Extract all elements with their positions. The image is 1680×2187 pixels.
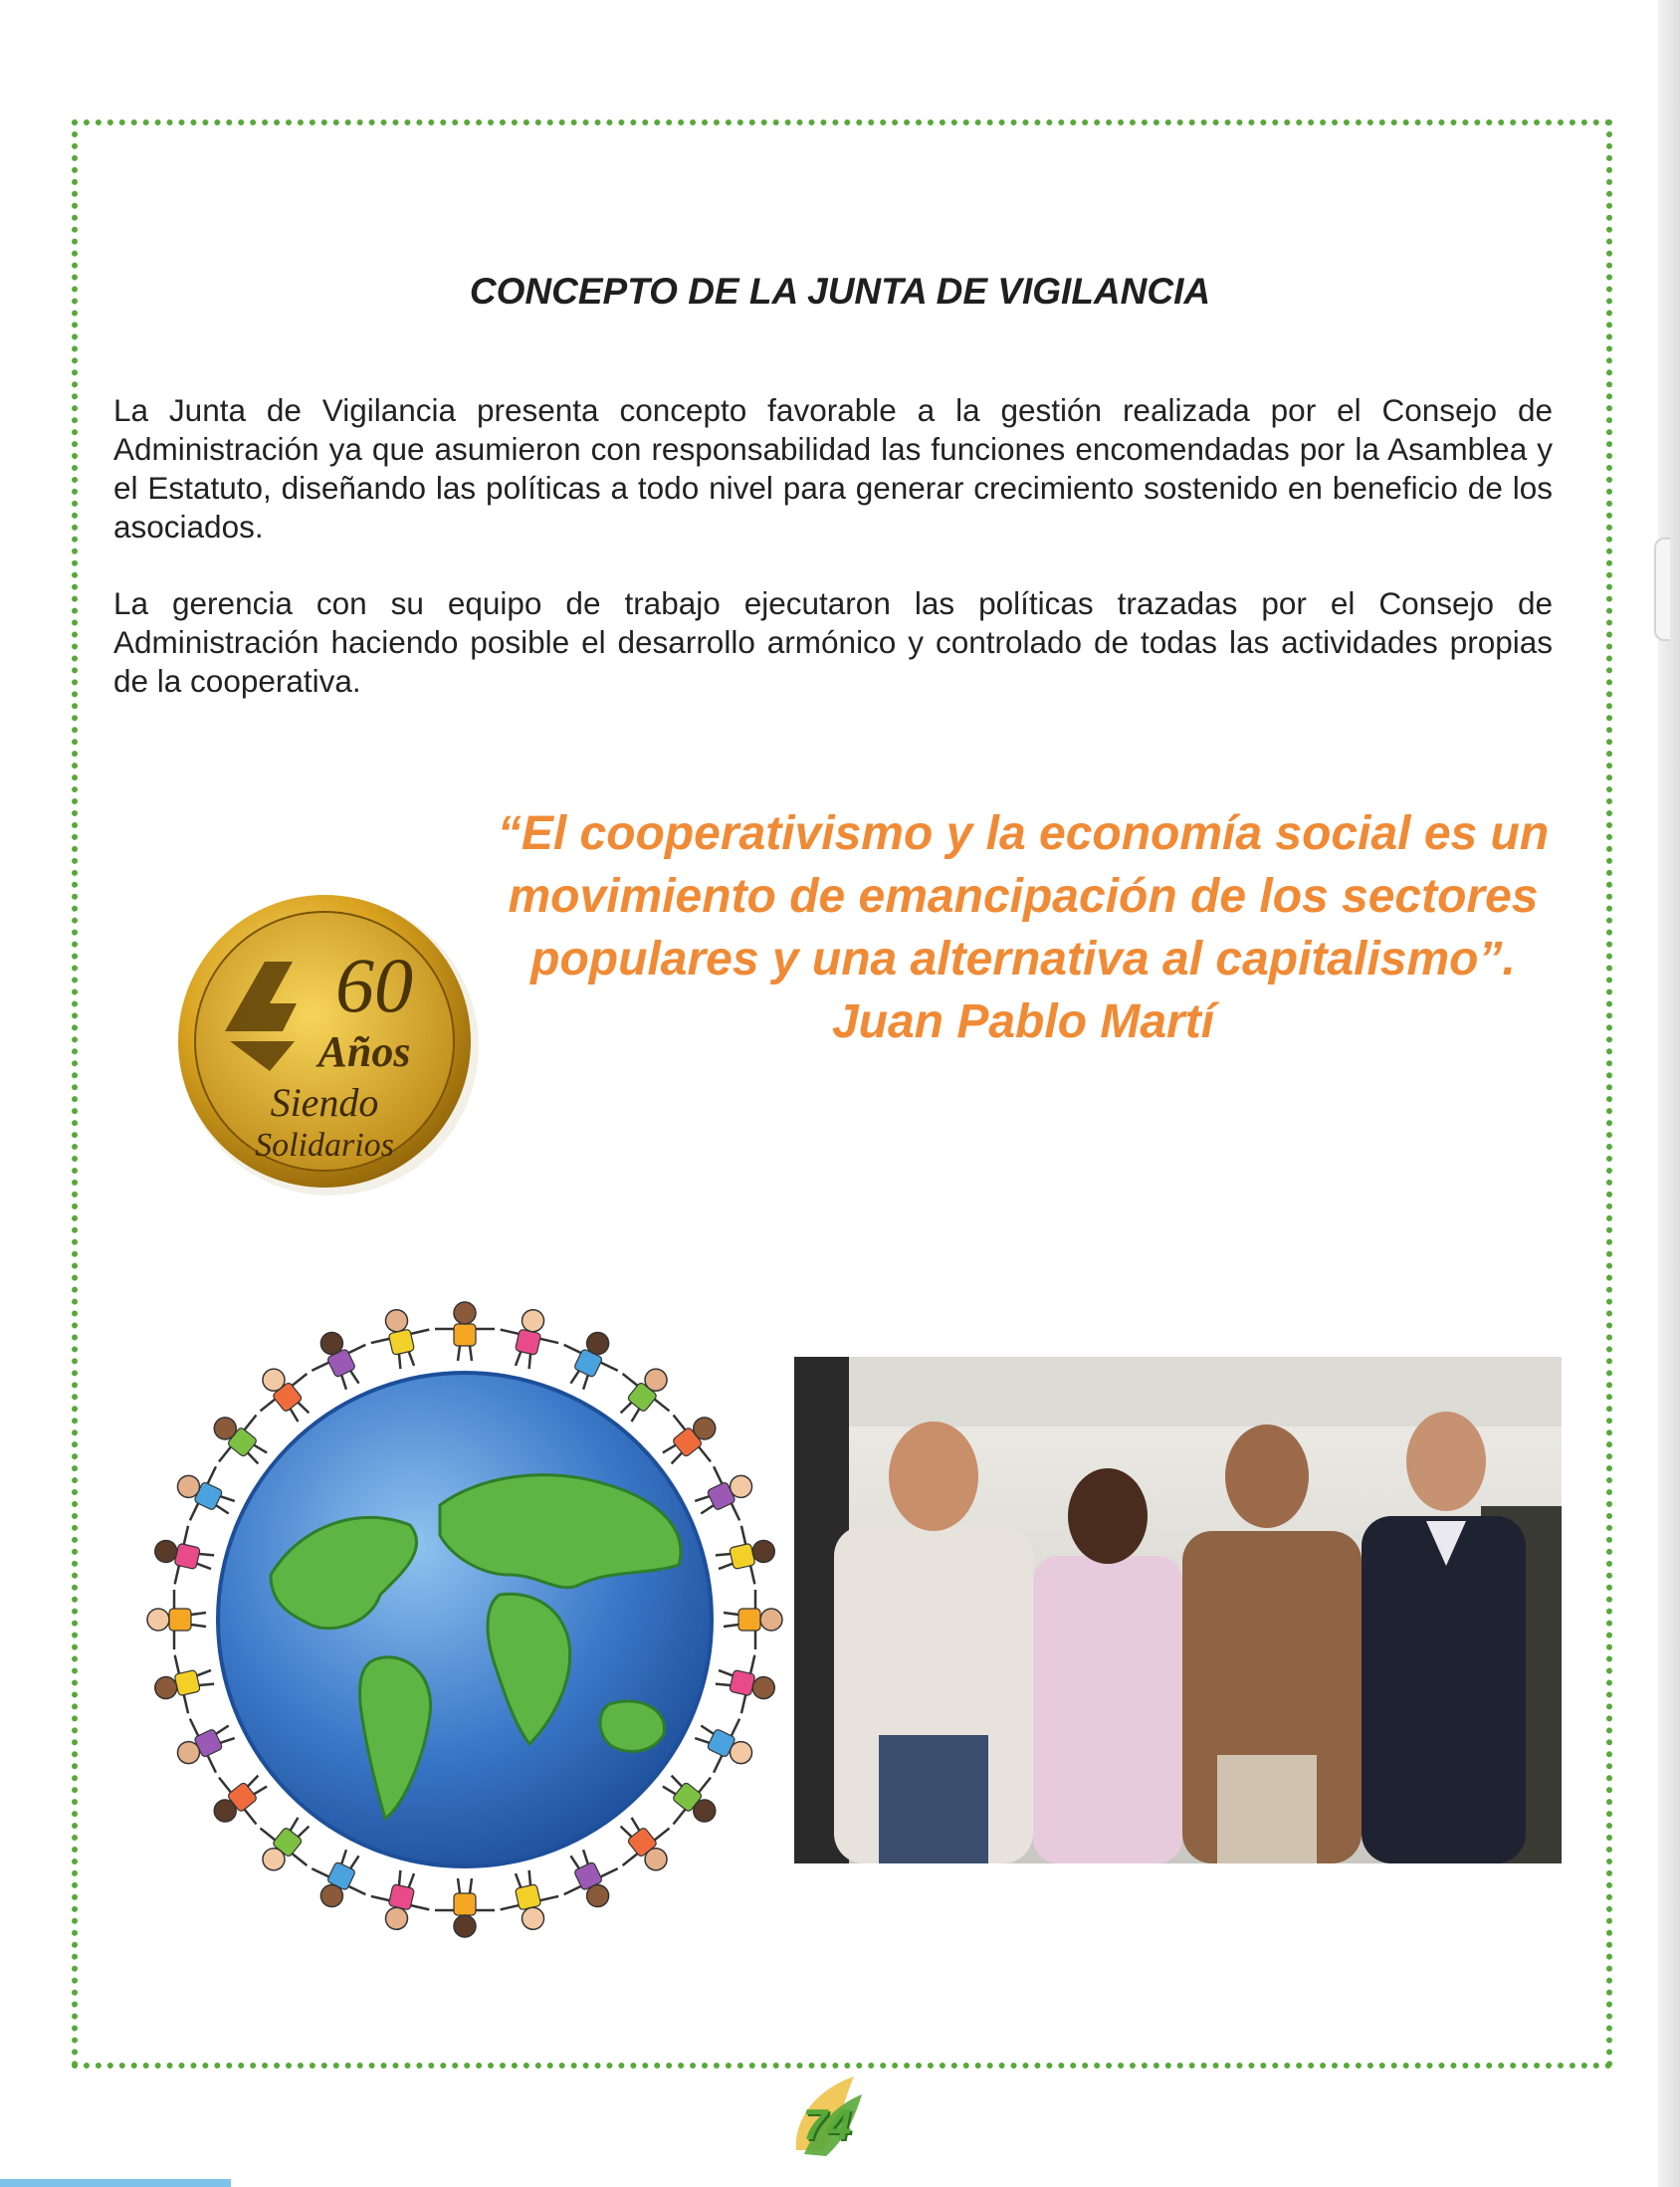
child-figure [166,1705,245,1785]
group-photo [794,1357,1562,1863]
binding-notch [1654,538,1670,641]
world-children-illustration [131,1276,788,1953]
person-3-head [1225,1424,1309,1528]
paragraph-junta-vigilancia: La Junta de Vigilancia presenta concepto favorable a la gestión realizada por el Consejo de Administración ya que asumieron con responsabilidad las funciones encomendadas por la Asamblea y el Estatuto, diseñando las políticas a todo nivel para generar crecimiento sostenido en beneficio de los asociados. [113,392,1553,545]
child-figure [301,1321,380,1400]
child-figure [166,1455,245,1535]
child-figure [550,1840,630,1918]
medal-number: 60 [335,942,413,1028]
quote-text: “El cooperativismo y la economía social es un movimiento de emancipación de los sectores populares y una alternativa al capitalismo”. [497,807,1550,985]
person-4-suit [1362,1516,1526,1863]
person-3-trousers [1217,1755,1317,1863]
child-figure [148,1648,219,1720]
child-figure [685,1705,763,1785]
medal-line2: Solidarios [255,1127,394,1164]
medal-word: Años [317,1027,411,1076]
child-figure [711,1520,781,1592]
child-figure [711,1648,781,1720]
page-number: 74 [802,2100,852,2149]
person-2-head [1068,1468,1148,1564]
person-4-head [1406,1412,1486,1511]
person-1-jeans [879,1735,988,1863]
continent-australia [600,1701,665,1752]
child-figure [435,1302,495,1361]
paragraph-gerencia: La gerencia con su equipo de trabajo ejecutaron las políticas trazadas por el Consejo de Administración haciendo posible el desarrollo armónico y controlado de todas las actividades propias de la cooperativa. [113,585,1553,699]
child-figure [724,1590,782,1649]
medal-line1: Siendo [270,1080,379,1125]
child-figure [494,1303,565,1374]
page-title: CONCEPTO DE LA JUNTA DE VIGILANCIA [469,271,1211,312]
quote-block [468,802,1578,1053]
child-figure [147,1590,206,1649]
child-figure [301,1840,380,1918]
bottom-color-strip [0,2179,231,2187]
globe-ocean [218,1373,712,1866]
person-1-head [889,1422,978,1531]
quote-author: Juan Pablo Martí [831,995,1215,1048]
person-2-dress [1033,1556,1182,1863]
child-figure [685,1455,763,1535]
child-figure [435,1878,495,1937]
child-figure [550,1321,630,1400]
page-number-badge [784,2071,870,2160]
child-figure [494,1865,565,1936]
child-figure [365,1865,437,1936]
anniversary-medal [175,892,484,1201]
child-figure [365,1303,437,1374]
child-figure [148,1520,219,1592]
page-edge [1658,0,1680,2187]
